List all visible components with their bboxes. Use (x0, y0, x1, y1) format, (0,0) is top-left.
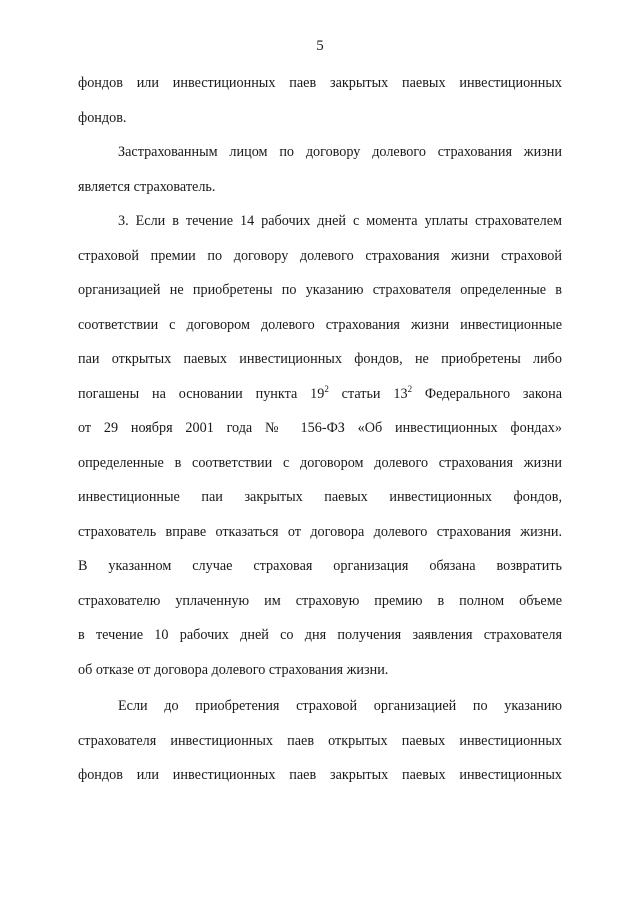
text-line: Застрахованным лицом по договору долевого страхования жизни (118, 144, 562, 160)
text-line: фондов. (78, 109, 127, 126)
text-segment: погашены на основании пункта 19 (78, 385, 325, 402)
text-line: определенные в соответствии с договором долевого страхования жизни (78, 454, 562, 471)
text-line: В указанном случае страховая организация обязана возвратить (78, 558, 562, 574)
text-line: соответствии с договором долевого страхования жизни инвестиционные (78, 316, 562, 333)
text-line: организацией не приобретены по указанию страхователя определенные в (78, 282, 562, 298)
text-segment: статьи 13 (328, 385, 408, 402)
text-line: от 29 ноября 2001 года № 156-ФЗ «Об инвестиционных фондах» (78, 420, 562, 436)
text-line: Если до приобретения страховой организацией по указанию (118, 698, 562, 714)
text-line: в течение 10 рабочих дней со дня получения заявления страхователя (78, 627, 562, 643)
text-line: страховой премии по договору долевого страхования жизни страховой (78, 247, 562, 264)
text-line: 3. Если в течение 14 рабочих дней с момента уплаты страхователем (118, 213, 562, 229)
page-number: 5 (316, 38, 324, 54)
text-line: фондов или инвестиционных паев закрытых паевых инвестиционных (78, 767, 562, 783)
text-line: страхователь вправе отказаться от договора долевого страхования жизни. (78, 523, 562, 540)
document-body (78, 74, 562, 801)
text-line: фондов или инвестиционных паев закрытых паевых инвестиционных (78, 75, 562, 91)
text-line-with-superscripts (78, 385, 562, 420)
text-line: инвестиционные паи закрытых паевых инвестиционных фондов, (78, 489, 562, 505)
superscript: 2 (324, 383, 329, 394)
text-line: страхователя инвестиционных паев открытых паевых инвестиционных (78, 732, 562, 749)
text-segment: Федерального закона (412, 385, 562, 402)
superscript: 2 (407, 383, 413, 394)
text-line: об отказе от договора долевого страхования жизни. (78, 661, 389, 678)
text-line: страхователю уплаченную им страховую премию в полном объеме (78, 592, 562, 609)
text-line: является страхователь. (78, 178, 216, 195)
text-line: паи открытых паевых инвестиционных фондов, не приобретены либо (78, 351, 562, 367)
